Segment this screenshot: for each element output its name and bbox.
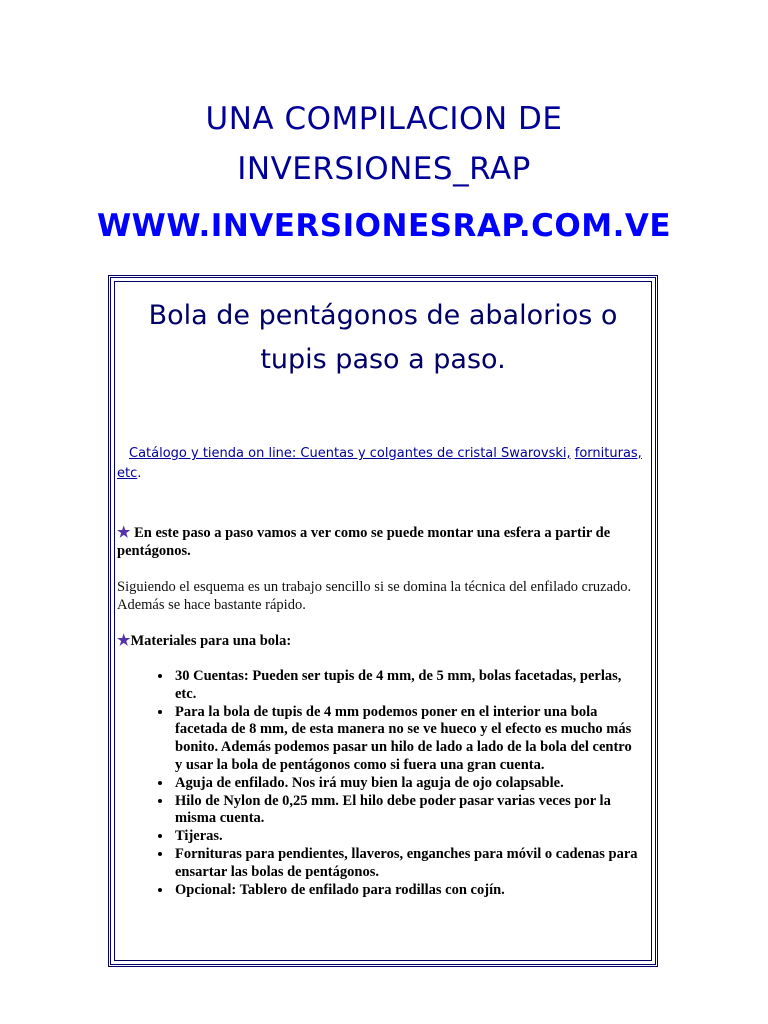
article-title-line-2: tupis paso a paso. (260, 344, 506, 375)
intro-text: En este paso a paso vamos a ver como se puede montar una esfera a partir de pentágonos. (117, 525, 611, 559)
catalog-link[interactable]: Catálogo y tienda on line: Cuentas y colgantes de cristal Swarovski, (129, 446, 571, 461)
materials-heading-text: Materiales para una bola: (130, 633, 292, 649)
list-item: • Opcional: Tablero de enfilado para rodillas con cojín. (173, 882, 641, 900)
intro-paragraph (117, 524, 645, 560)
list-item: • Fornituras para pendientes, llaveros, enganches para móvil o cadenas para ensartar las bolas de pentágonos. (173, 846, 641, 882)
catalog-period: . (137, 466, 142, 481)
article-title (123, 294, 643, 382)
article-title-line-1: Bola de pentágonos de abalorios o (148, 300, 618, 331)
technique-paragraph: Siguiendo el esquema es un trabajo sencillo si se domina la técnica del enfilado cruzado. Además se hace bastante rápido. (117, 579, 632, 613)
list-item: • 30 Cuentas: Pueden ser tupis de 4 mm, de 5 mm, bolas facetadas, perlas, etc. (173, 668, 641, 704)
list-item: • Hilo de Nylon de 0,25 mm. El hilo debe poder pasar varias veces por la misma cuenta. (173, 793, 641, 829)
star-icon: ★ (117, 633, 131, 649)
catalog-paragraph (117, 444, 645, 484)
materials-list (117, 668, 641, 899)
article-content (117, 284, 649, 958)
list-item: • Para la bola de tupis de 4 mm podemos poner en el interior una bola facetada de 8 mm, de esta manera no se ve hueco y el efecto es mucho más bonito. Además podemos pasar un hilo de lado a lado de la bola del centro y usar la bola de pentágonos como si fuera una gran cuenta. (173, 704, 641, 775)
article-frame (108, 275, 658, 967)
header-title-line-2: INVERSIONES_RAP (237, 151, 531, 187)
list-item: • Tijeras. (173, 828, 641, 846)
catalog-link-continued[interactable]: fornituras, etc (117, 446, 642, 481)
header-title-line-1: UNA COMPILACION DE (205, 101, 563, 137)
materials-heading (117, 632, 649, 650)
document-header (0, 94, 768, 248)
star-icon: ★ (117, 525, 131, 541)
list-item: • Aguja de enfilado. Nos irá muy bien la aguja de ojo colapsable. (173, 775, 641, 793)
header-url: WWW.INVERSIONESRAP.COM.VE (96, 208, 672, 244)
